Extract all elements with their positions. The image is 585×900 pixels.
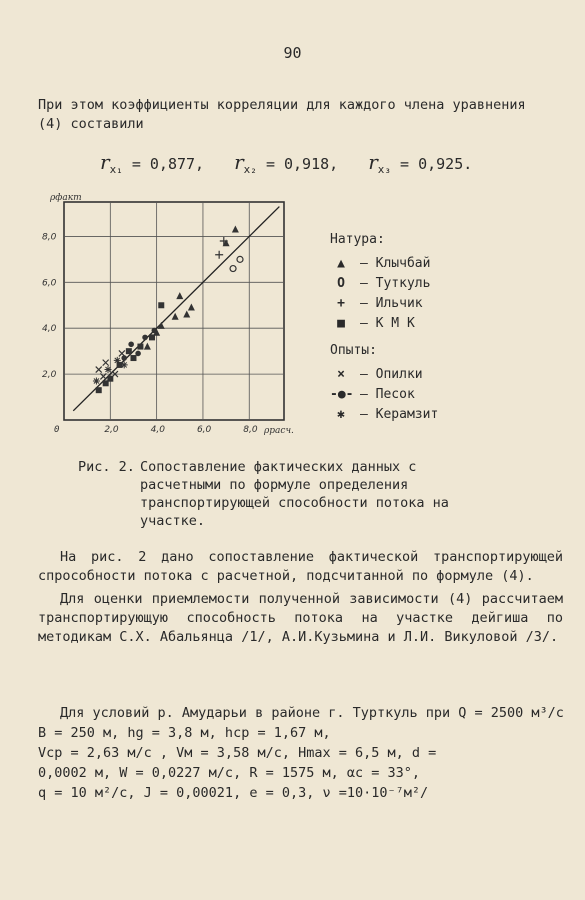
triangle-marker-icon: ▲ bbox=[337, 255, 345, 271]
paragraph: На рис. 2 дано сопоставление фактической транспортирующей спрособности потока с расчетной, подсчитанной по формуле (4). bbox=[38, 549, 563, 584]
page-number: 90 bbox=[283, 44, 302, 62]
data-point-triangle bbox=[176, 292, 183, 299]
x-tick-label: 4,0 bbox=[150, 425, 165, 435]
data-point-dot bbox=[142, 335, 148, 341]
data-point-triangle bbox=[183, 310, 190, 317]
x-tick-label: 8,0 bbox=[243, 425, 258, 435]
coefficient-3: $r_{x_3} = 0,925$. bbox=[368, 150, 473, 176]
formula-line: 0,0002 м, W = 0,0227 м/с, R = 1575 м, αс = 33°, bbox=[38, 765, 421, 781]
data-point-asterisk bbox=[114, 357, 121, 364]
correlation-coefficients bbox=[100, 150, 540, 176]
plus-marker-icon: + bbox=[337, 295, 345, 311]
data-point-circle bbox=[230, 266, 236, 272]
body-text bbox=[38, 548, 563, 651]
chart-legend bbox=[330, 232, 550, 424]
caption-label: Рис. 2. bbox=[78, 459, 135, 475]
data-point-asterisk bbox=[105, 366, 112, 373]
reference-line bbox=[73, 207, 279, 411]
data-point-dot bbox=[121, 355, 127, 361]
data-point-circle bbox=[237, 256, 243, 262]
coefficient-2: $r_{x_2} = 0,918$, bbox=[234, 150, 339, 176]
data-point-triangle bbox=[188, 304, 195, 311]
data-point-square bbox=[149, 334, 155, 340]
formula-line: Для условий р. Амударьи в районе г. Турткуль при Q = 2500 м³/с B = 250 м, hg = 3,8 м, hср = 1,67 м, bbox=[38, 705, 564, 741]
data-point-dot bbox=[135, 351, 141, 357]
data-point-square bbox=[126, 348, 132, 354]
data-point-square bbox=[137, 344, 143, 350]
y-axis-label: ρфакт bbox=[50, 193, 82, 203]
data-point-triangle bbox=[172, 313, 179, 320]
square-marker-icon: ■ bbox=[337, 315, 345, 331]
legend-opyty-title: Опыты: bbox=[330, 343, 377, 358]
cross-marker-icon: × bbox=[337, 366, 345, 382]
intro-paragraph: При этом коэффициенты корреляции для каждого члена уравнения (4) составили bbox=[38, 97, 526, 132]
figure-caption bbox=[78, 458, 478, 530]
circle-marker-icon: O bbox=[337, 275, 345, 291]
y-tick-label: 6,0 bbox=[42, 278, 57, 289]
y-tick-label: 2,0 bbox=[42, 370, 57, 381]
dot-marker-icon: -●- bbox=[330, 386, 354, 402]
legend-item: × – Опилки bbox=[330, 364, 550, 384]
coefficient-1: $r_{x_1} = 0,877$, bbox=[100, 150, 205, 176]
formula-line: Vср = 2,63 м/с , Vм = 3,58 м/с, Hmax = 6,5 м, d = bbox=[38, 745, 437, 761]
x-tick-label: 6,0 bbox=[196, 425, 212, 435]
scatter-chart bbox=[40, 192, 295, 442]
legend-item: O – Туткуль bbox=[330, 273, 550, 293]
legend-item: ■ – К М К bbox=[330, 313, 550, 333]
data-point-square bbox=[158, 302, 164, 308]
x-tick-label: 2,0 bbox=[104, 425, 119, 435]
legend-item: ✱ – Керамзит bbox=[330, 404, 550, 424]
data-point-triangle bbox=[232, 226, 239, 233]
data-point-square bbox=[130, 355, 136, 361]
y-tick-label: 4,0 bbox=[42, 324, 57, 335]
data-point-triangle bbox=[144, 343, 151, 350]
origin-label: 0 bbox=[54, 425, 60, 435]
legend-item: ▲ – Клычбай bbox=[330, 253, 550, 273]
formula-block bbox=[38, 703, 568, 803]
caption-text: Сопоставление фактических данных с расчетными по формуле определения транспортирующей способности потока на участке. bbox=[140, 459, 449, 529]
data-point-dot bbox=[152, 328, 158, 334]
data-point-cross bbox=[96, 367, 102, 373]
data-point-square bbox=[96, 387, 102, 393]
legend-item: -●- – Песок bbox=[330, 386, 415, 402]
y-tick-label: 8,0 bbox=[42, 232, 57, 243]
paragraph: Для оценки приемлемости полученной зависимости (4) рассчитаем транспортирующую способность потока на участке дейгиша по методикам С.Х. Абальянца /1/, А.И.Кузьмина и Л.И. Викуловой /3/. bbox=[38, 591, 563, 645]
formula-line: q = 10 м²/с, J = 0,00021, e = 0,3, ν =10·10⁻⁷м²/ bbox=[38, 785, 429, 801]
x-axis-label: ρрасч. bbox=[264, 426, 294, 436]
data-point-cross bbox=[103, 360, 109, 366]
legend-natura-title: Натура: bbox=[330, 232, 385, 247]
legend-item: + – Ильчик bbox=[330, 293, 550, 313]
data-point-asterisk bbox=[121, 361, 128, 368]
asterisk-marker-icon: ✱ bbox=[337, 406, 345, 422]
data-point-plus bbox=[215, 251, 223, 259]
data-point-dot bbox=[128, 341, 134, 347]
data-point-asterisk bbox=[93, 377, 100, 384]
